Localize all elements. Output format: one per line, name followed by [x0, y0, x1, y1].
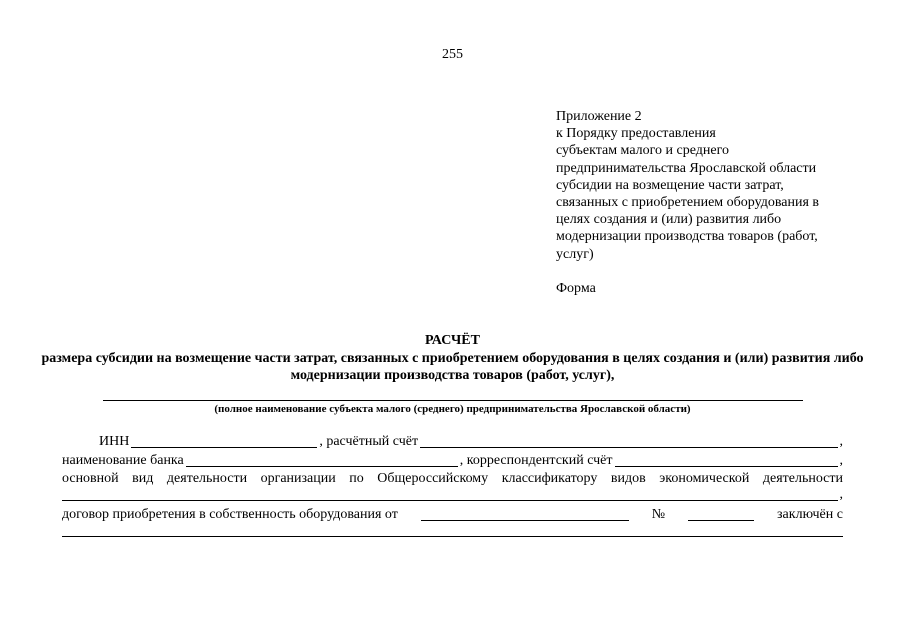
- bank-row: [62, 453, 843, 469]
- corr-account-field[interactable]: [615, 453, 838, 467]
- bank-field[interactable]: [186, 453, 458, 467]
- activity-line-row: [62, 487, 843, 503]
- document-title: РАСЧЁТ: [425, 333, 480, 348]
- contract-number-field[interactable]: [688, 507, 754, 521]
- row-comma: ,: [839, 453, 843, 468]
- contract-row: [62, 507, 843, 523]
- entity-name-line[interactable]: [103, 400, 803, 401]
- form-label: Форма: [556, 280, 596, 296]
- contract-label: договор приобретения в собственность оборудования от: [62, 507, 398, 522]
- account-field[interactable]: [420, 434, 837, 448]
- activity-field[interactable]: [62, 487, 838, 501]
- appendix-line: связанных с приобретением оборудования в: [556, 195, 819, 211]
- appendix-line: субъектам малого и среднего: [556, 143, 729, 159]
- appendix-line: субсидии на возмещение части затрат,: [556, 177, 784, 193]
- entity-name-caption: (полное наименование субъекта малого (среднего) предпринимательства Ярославской области): [214, 403, 691, 415]
- counterparty-line[interactable]: [62, 536, 843, 537]
- row-comma: ,: [839, 434, 843, 449]
- inn-label: ИНН: [99, 434, 130, 449]
- appendix-line: к Порядку предоставления: [556, 126, 716, 142]
- concluded-label: заключён с: [777, 507, 843, 522]
- appendix-line: услуг): [556, 246, 594, 262]
- activity-row: [62, 471, 843, 487]
- account-label: , расчётный счёт: [319, 434, 419, 449]
- inn-field[interactable]: [131, 434, 317, 448]
- appendix-line: Приложение 2: [556, 109, 642, 124]
- row-comma: ,: [839, 487, 843, 502]
- bank-label: наименование банка: [62, 453, 184, 468]
- number-sign: №: [651, 507, 666, 522]
- contract-date-field[interactable]: [421, 507, 629, 521]
- page-number: 255: [442, 47, 463, 62]
- document-subtitle: размера субсидии на возмещение части затрат, связанных с приобретением оборудования в целях создания и (или) развития либо модернизации производства товаров (работ, услуг),: [41, 351, 864, 383]
- appendix-block: [556, 108, 886, 297]
- appendix-line: целях создания и (или) развития либо: [556, 212, 782, 228]
- inn-row: [62, 434, 843, 450]
- activity-text: основной вид деятельности организации по Общероссийскому классификатору видов экономической деятельности: [62, 471, 843, 486]
- corr-account-label: , корреспондентский счёт: [459, 453, 613, 468]
- appendix-line: модернизации производства товаров (работ,: [556, 229, 818, 245]
- appendix-line: предпринимательства Ярославской области: [556, 160, 817, 176]
